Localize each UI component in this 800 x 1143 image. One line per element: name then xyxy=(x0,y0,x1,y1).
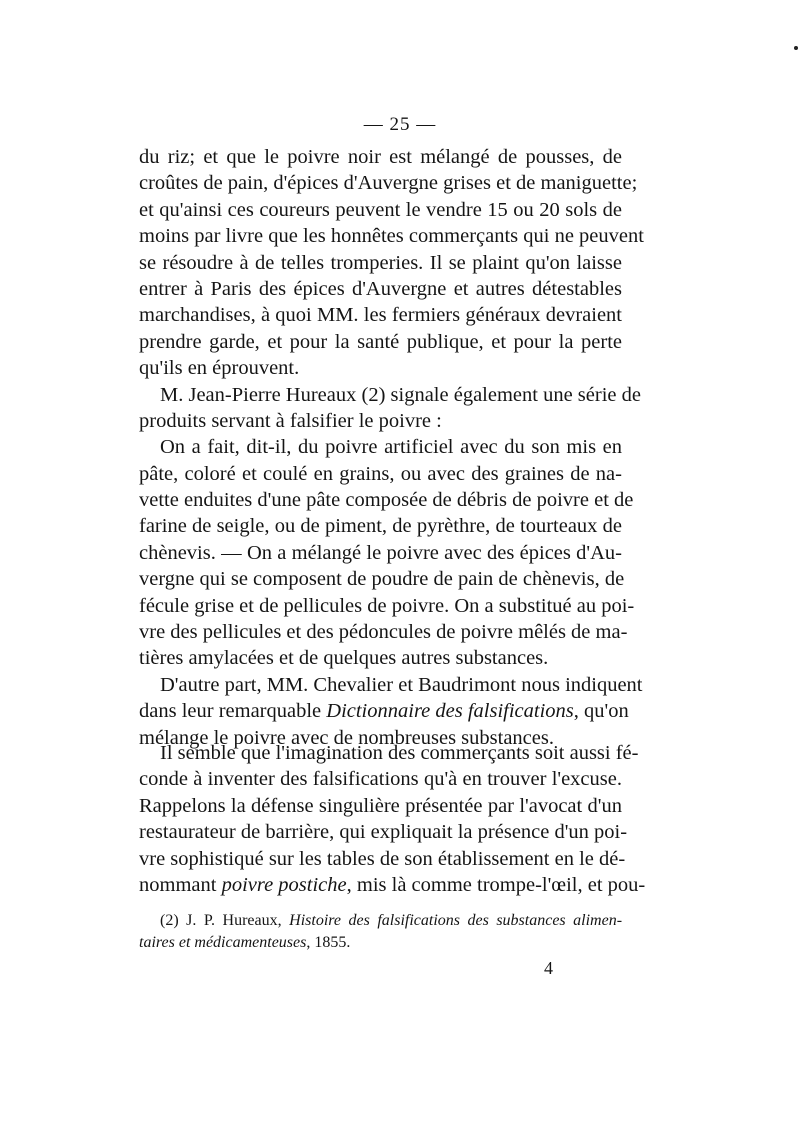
term-italic: poivre postiche xyxy=(221,873,347,896)
book-title-italic: Dictionnaire des falsifications xyxy=(326,700,574,723)
text-line: Rappelons la défense singulière présentée par l'avocat d'un xyxy=(139,794,622,817)
text-line: M. Jean-Pierre Hureaux (2) signale également une série de xyxy=(160,383,641,406)
footnote-title-cont: taires et médicamenteuses xyxy=(139,934,307,951)
text-line: qu'ils en éprouvent. xyxy=(139,357,300,380)
text-line: produits servant à falsifier le poivre : xyxy=(139,409,442,432)
text-line: du riz; et que le poivre noir est mélangé de pousses, de xyxy=(139,146,622,168)
footnote-line xyxy=(139,910,622,932)
main-text-top xyxy=(139,144,644,751)
page-edge-speck xyxy=(794,46,798,50)
text-line: farine de seigle, ou de piment, de pyrèthre, de tourteaux de xyxy=(139,515,622,538)
text-line: fécule grise et de pellicules de poivre. On a substitué au poi- xyxy=(139,594,635,617)
text-line: prendre garde, et pour la santé publique, et pour la perte xyxy=(139,330,622,353)
footnote-title: Histoire des falsifications des substances alimen- xyxy=(289,912,623,929)
text-line: vre des pellicules et des pédoncules de poivre mêlés de ma- xyxy=(139,621,628,644)
main-text-bottom xyxy=(139,740,646,898)
text-line: Il semble que l'imagination des commerçants soit aussi fé- xyxy=(160,742,639,764)
text-line: vre sophistiqué sur les tables de son établissement en le dé- xyxy=(139,847,626,870)
signature-mark: 4 xyxy=(544,958,553,978)
text-line: marchandises, à quoi MM. les fermiers généraux devraient xyxy=(139,304,622,327)
text-line-with-italic xyxy=(139,872,646,898)
text-line: se résoudre à de telles tromperies. Il se plaint qu'on laisse xyxy=(139,251,622,274)
text-segment: , qu'on xyxy=(573,700,629,723)
text-line: et qu'ainsi ces coureurs peuvent le vendre 15 ou 20 sols de xyxy=(139,198,622,221)
footnote-line xyxy=(139,932,622,954)
text-line: vette enduites d'une pâte composée de débris de poivre et de xyxy=(139,489,634,512)
footnote xyxy=(139,910,622,954)
text-line: vergne qui se composent de poudre de pain de chènevis, de xyxy=(139,568,625,591)
text-segment: nommant xyxy=(139,873,222,896)
text-segment: dans leur remarquable xyxy=(139,700,327,723)
text-line: On a fait, dit-il, du poivre artificiel avec du son mis en xyxy=(160,436,622,459)
text-line: tières amylacées et de quelques autres substances. xyxy=(139,647,549,670)
text-line: restaurateur de barrière, qui expliquait la présence d'un poi- xyxy=(139,821,628,844)
text-line: croûtes de pain, d'épices d'Auvergne grises et de maniguette; xyxy=(139,172,638,195)
footnote-marker: (2) xyxy=(160,912,179,929)
footnote-author: J. P. Hureaux, xyxy=(186,912,282,929)
text-segment: , mis là comme trompe-l'œil, et pou- xyxy=(346,873,646,896)
text-line: mélange le poivre avec de nombreuses substances. xyxy=(139,726,554,749)
text-line-with-italic xyxy=(139,698,629,724)
text-line: chènevis. — On a mélangé le poivre avec des épices d'Au- xyxy=(139,541,622,564)
text-line: entrer à Paris des épices d'Auvergne et autres détestables xyxy=(139,277,622,300)
text-line: pâte, coloré et coulé en grains, ou avec des graines de na- xyxy=(139,462,622,485)
footnote-year: , 1855. xyxy=(306,934,351,951)
text-line: moins par livre que les honnêtes commerçants qui ne peuvent xyxy=(139,225,644,248)
text-line: D'autre part, MM. Chevalier et Baudrimont nous indiquent xyxy=(160,673,643,696)
page-number-header: — 25 — xyxy=(363,114,437,135)
text-line: conde à inventer des falsifications qu'à en trouver l'excuse. xyxy=(139,768,622,791)
